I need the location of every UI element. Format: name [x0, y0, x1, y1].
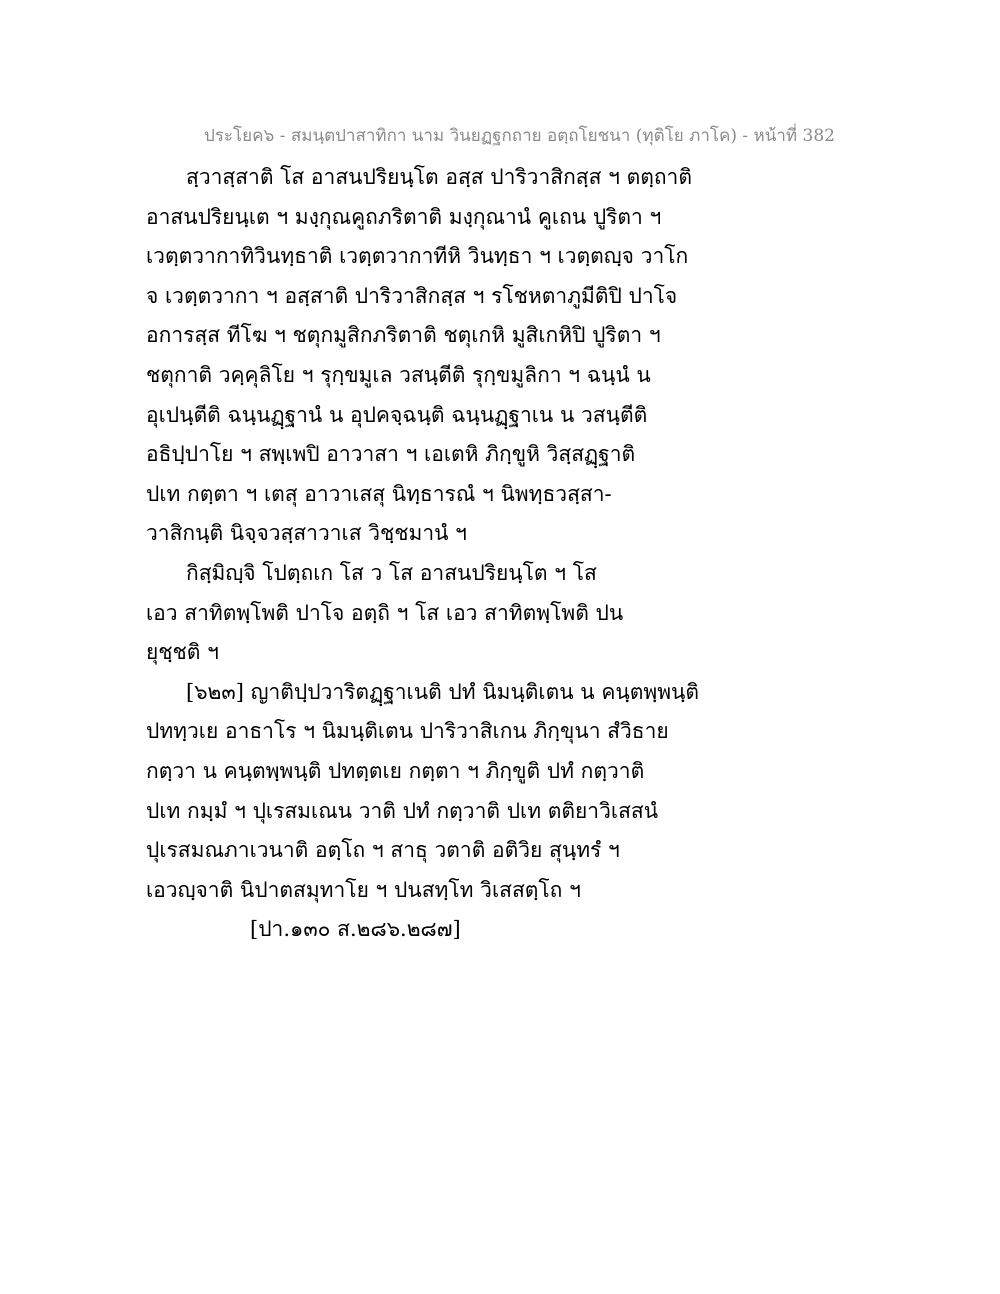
- text-line: เอวญฺจาติ นิปาตสมุทาโย ฯ ปนสทฺโท วิเสสตฺโถ ฯ: [146, 877, 581, 902]
- reference-line: [ปา.๑๓๐ ส.๒๘๖.๒๘๗]: [250, 917, 461, 942]
- text-line: ปเท กมฺมํ ฯ ปุเรสมเณน วาติ ปทํ กตฺวาติ ปเท ตติยาวิเสสนํ: [146, 798, 659, 823]
- text-line: กตฺวา น คนฺตพฺพนฺติ ปทตฺตเย กตฺตา ฯ ภิกฺขูติ ปทํ กตฺวาติ: [146, 758, 645, 783]
- text-line: ปททฺวเย อาธาโร ฯ นิมนฺติเตน ปาริวาสิเกน ภิกฺขุนา สํวิธาย: [146, 719, 669, 744]
- text-line: เวตฺตวากาทิวินทฺธาติ เวตฺตวากาทีหิ วินทฺธา ฯ เวตฺตญฺจ วาโก: [146, 244, 689, 269]
- text-line: ชตุกาติ วคฺคุลิโย ฯ รุกฺขมูเล วสนฺตีติ รุกฺขมูลิกา ฯ ฉนฺนํ น: [146, 362, 651, 387]
- body-text: [146, 158, 706, 950]
- text-line: จ เวตฺตวากา ฯ อสฺสาติ ปาริวาสิกสฺส ฯ รโชหตาภูมีติปิ ปาโจ: [146, 283, 678, 308]
- text-line: ปุเรสมณภาเวนาติ อตฺโถ ฯ สาธุ วตาติ อติวิย สุนฺทรํ ฯ: [146, 838, 620, 863]
- text-line: กิสฺมิญฺจิ โปตฺถเก โส ว โส อาสนปริยนฺโต ฯ โส: [186, 560, 597, 585]
- text-line: เอว สาทิตพฺโพติ ปาโจ อตฺถิ ฯ โส เอว สาทิตพฺโพติ ปน: [146, 600, 624, 625]
- text-line: อุเปนฺตีติ ฉนฺนฏฺฐานํ น อุปคจฺฉนฺติ ฉนฺนฏฺฐาเน น วสนฺตีติ: [146, 402, 648, 427]
- text-line: [๖๒๓] ญาติปฺปวาริตฏฺฐาเนติ ปทํ นิมนฺติเตน น คนฺตพฺพนฺติ: [186, 679, 700, 704]
- text-line: สฺวาสฺสาติ โส อาสนปริยนฺโต อสฺส ปาริวาสิกสฺส ฯ ตตฺถาติ: [186, 165, 692, 189]
- text-line: อธิปฺปาโย ฯ สพฺเพปิ อาวาสา ฯ เอเตหิ ภิกฺขูหิ วิสฺสฏฺฐาติ: [146, 442, 636, 467]
- text-line: อาสนปริยนฺเต ฯ มงฺกุณคูถภริตาติ มงฺกุณานํ คูเถน ปูริตา ฯ: [146, 204, 662, 229]
- text-line: ยุชฺชติ ฯ: [146, 640, 219, 665]
- page-header: ประโยค๖ - สมนฺตปาสาทิกา นาม วินยฏฐกถาย อตฺถโยชนา (ทุติโย ภาโค) - หน้าที่ 382: [204, 126, 835, 146]
- text-line: อการสฺส ทีโฆ ฯ ชตุกมูสิกภริตาติ ชตุเกหิ มูสิเกหิปิ ปูริตา ฯ: [146, 323, 661, 348]
- text-line: ปเท กตฺตา ฯ เตสุ อาวาเสสุ นิทฺธารณํ ฯ นิพทฺธวสฺสา-: [146, 481, 612, 506]
- text-line: วาสิกนฺติ นิจฺจวสฺสาวาเส วิชฺชมานํ ฯ: [146, 521, 467, 546]
